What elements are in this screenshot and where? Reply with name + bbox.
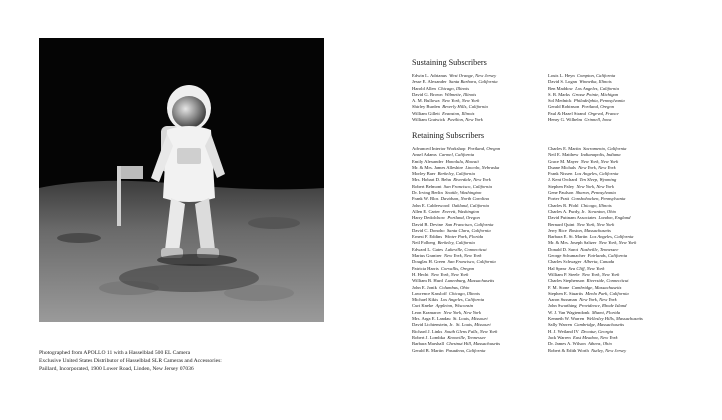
subscriber-name: David C. Donoho	[412, 227, 445, 233]
photo-caption	[39, 349, 339, 373]
subscriber-location: Cambridge, Massachusetts	[571, 284, 622, 290]
subscriber-name: Charles Stephenson	[548, 278, 585, 284]
subscriber-location: Los Angeles, California	[574, 171, 619, 177]
subscriber-location: Santa Barbara, California	[448, 79, 498, 85]
subscriber-name: Grace M. Mayer	[548, 158, 579, 164]
subscriber-location: New York, New York	[441, 98, 480, 104]
subscriber-name: Jack Warren	[548, 334, 571, 340]
subscriber-location: Chicago, Illinois	[449, 290, 480, 296]
subscriber-location: Sharon, Pennsylvania	[575, 190, 616, 196]
subscriber-location: New York, New York	[581, 271, 620, 277]
subscriber-location: Boston, Massachusetts	[569, 227, 611, 233]
subscriber-name: Henry G. Wilhelm	[548, 117, 583, 123]
subscriber-location: Fairlands, California	[587, 253, 628, 259]
subscriber-name: David Lichtenstein, Jr.	[412, 322, 454, 328]
subscriber-location: Columbus, Ohio	[439, 284, 470, 290]
subscriber-location: St. Louis, Missouri	[455, 322, 491, 328]
caption-line: Paillard, Incorporated, 1900 Lower Road, Linden, New Jersey 07036	[39, 366, 194, 372]
subscriber-name: Douglas H. Green	[412, 259, 446, 265]
subscriber-name: Sally Warren	[548, 322, 572, 328]
subscriber-name: S. B. Marks	[548, 91, 570, 97]
subscriber-location: New York, New York	[579, 297, 617, 303]
subscriber-location: Corvallis, Oregon	[440, 265, 475, 271]
subscriber-location: Los Angeles, California	[575, 85, 619, 91]
subscriber-name: Robert & Edith Worth	[548, 347, 589, 353]
subscriber-location: Berkeley, California	[437, 240, 475, 246]
subscriber-location: Wellesley Hills, Massachusetts	[586, 316, 643, 322]
astronaut-photograph	[39, 38, 324, 322]
subscriber-name: Charles Schwager	[548, 259, 582, 265]
subscriber-location: San Francisco, California	[447, 259, 496, 265]
subscriber-name: John E. Calderwood	[412, 202, 450, 208]
subscriber-name: Jesse E. Alexander	[412, 79, 447, 85]
subscriber-name: Charles R. Pfohl	[548, 202, 579, 208]
subscriber-location: Grinnell, Iowa	[584, 117, 612, 123]
subscriber-location: Portland, Oregon	[581, 104, 615, 110]
subscriber-name: David G. Brown	[412, 91, 443, 97]
subscriber-name: Charles E. Martin	[548, 146, 581, 151]
subscriber-location: Compton, California	[576, 73, 616, 78]
subscriber-name: David Puttnam Associates	[548, 215, 597, 221]
subscriber-location: Riverdale, New York	[453, 177, 491, 183]
subscriber-name: Barbara E. St. Martin	[548, 234, 588, 240]
caption-line: Photographed from APOLLO 11 with a Hasselblad 500 EL Camera	[39, 350, 191, 356]
subscriber-location: Menlo Park, California	[585, 290, 629, 296]
subscriber-location: Philadelphia, Pennsylvania	[573, 98, 625, 104]
subscriber-location: New York, New York	[444, 253, 482, 259]
subscriber-location: Chicago, Illinois	[580, 202, 612, 208]
subscriber-location: Everett, Washington	[442, 208, 480, 214]
subscriber-name: Neil Folberg	[412, 240, 436, 246]
subscriber-name: Sol Mednick	[548, 98, 572, 104]
subscriber-name: Mrs. Arga E. Landau	[412, 316, 451, 322]
subscriber-location: Alberta, Canada	[583, 259, 615, 265]
subscriber-name: Mr. & Mrs. James Alleshire	[412, 164, 464, 170]
subscriber-name: Bernard Quint	[548, 221, 575, 227]
subscriber-name: Mr. & Mrs. Joseph Saltzer	[548, 240, 597, 246]
subscriber-location: Grosse Pointe, Michigan	[572, 91, 619, 97]
subscriber-name: William B. Hurd	[412, 278, 443, 284]
subscriber-location: Appleton, Wisconsin	[435, 303, 474, 309]
subscriber-location: San Francisco, California	[445, 221, 494, 227]
subscriber-location: San Francisco, California	[443, 183, 492, 189]
subscriber-location: New York, New York	[576, 221, 615, 227]
subscriber-location: Los Angeles, California	[440, 297, 485, 303]
subscriber-location: Beverly Hills, California	[442, 104, 488, 110]
subscriber-name: Louis L. Heyn	[548, 73, 575, 78]
subscriber-name: Edwin L. Adrianus	[412, 73, 447, 78]
caption-line: Exclusive United States Distributor of Hasselblad SLR Cameras and Accessories:	[39, 358, 222, 364]
subscriber-location: Ten Sleep, Wyoming	[579, 177, 617, 183]
subscriber-location: Providence, Rhode Island	[579, 303, 627, 309]
subscriber-location: Wilmette, Illinois	[444, 91, 477, 97]
subscriber-location: Conshohocken, Pennsylvania	[571, 196, 626, 202]
subscriber-location: Lunenburg, Massachusetts	[445, 278, 495, 284]
subscriber-location: New York, New York	[443, 309, 481, 315]
subscriber-location: Carmel, California	[438, 152, 475, 158]
subscriber-location: Pasadena, California	[445, 347, 486, 353]
subscriber-name: David S. Logan	[548, 79, 577, 85]
subscriber-location: Honolulu, Hawaii	[445, 158, 479, 164]
subscriber-location: Santa Clara, California	[446, 227, 491, 233]
subscriber-location: Portland, Oregon	[467, 146, 501, 151]
subscriber-location: Knoxville, Tennessee	[447, 334, 486, 340]
subscriber-location: West Orange, New Jersey	[449, 73, 497, 78]
subscriber-location: Riverside, Connecticut	[586, 278, 629, 284]
subscriber-name: Advanced Interior Workshop	[412, 146, 466, 151]
subscriber-entry	[548, 348, 643, 354]
subscriber-location: Los Angeles, California	[589, 234, 634, 240]
subscriber-name: Gene Paulson	[548, 190, 574, 196]
sustaining-heading: Sustaining Subscribers	[412, 58, 487, 67]
subscriber-location: Miami, Florida	[591, 309, 621, 315]
subscriber-name: Patricia Harris	[412, 265, 439, 271]
subscriber-location: Sacramento, California	[583, 146, 627, 151]
subscriber-location: New York, New York	[580, 158, 619, 164]
subscriber-name: Shirley Burden	[412, 104, 440, 110]
subscriber-name: John Swarthing	[548, 303, 577, 309]
subscriber-name: George Schumacher	[548, 253, 586, 259]
retaining-heading: Retaining Subscribers	[412, 131, 485, 140]
subscriber-name: William Gratwick	[412, 117, 446, 123]
subscriber-location: London, England	[598, 215, 631, 221]
retaining-left-column	[412, 146, 500, 354]
subscriber-location: Chicago, Illinois	[438, 85, 470, 91]
subscriber-location: Orgeval, France	[588, 110, 619, 116]
subscriber-name: Edward L. Gates	[412, 246, 443, 252]
subscriber-name: Charles A. Purdy, Jr.	[548, 208, 586, 214]
subscriber-name: Kenneth W. Warren	[548, 316, 585, 322]
subscriber-location: Seattle, Washington	[445, 190, 482, 196]
subscriber-name: Porter Pratt	[548, 196, 570, 202]
subscriber-name: Harry Dedolchow	[412, 215, 446, 221]
subscriber-name: Dr. Irving Berlin	[412, 190, 443, 196]
subscriber-name: Donald D. Sarot	[548, 246, 578, 252]
subscriber-name: F. M. Stone	[548, 284, 570, 290]
subscriber-location: New York, New York	[576, 183, 614, 189]
subscriber-name: Leon Kramarov	[412, 309, 442, 315]
subscriber-location: Evanston, Illinois	[442, 110, 475, 116]
subscriber-entry	[412, 348, 500, 354]
subscriber-location: Scranton, Ohio	[588, 208, 617, 214]
subscriber-name: Ernest F. Eddins	[412, 234, 443, 240]
subscriber-location: Winter Park, Florida	[444, 234, 484, 240]
sustaining-right-column	[548, 73, 625, 123]
subscriber-name: Neil E. Matthew	[548, 152, 579, 158]
subscriber-name: Mrs. Hobart D. Behn	[412, 177, 451, 183]
subscriber-name: Jerry Rice	[548, 227, 567, 233]
subscriber-entry	[548, 117, 625, 123]
subscriber-location: New York, New York	[598, 240, 637, 246]
subscriber-location: New York, New York	[578, 164, 616, 170]
subscriber-location: Nashville, Tennessee	[580, 246, 619, 252]
subscriber-name: Dr. James A. Wilson	[548, 341, 586, 347]
subscriber-location: East Meadow, New York	[572, 334, 618, 340]
subscriber-location: South Glens Falls, New York	[444, 328, 498, 334]
subscriber-name: Curt Kneke	[412, 303, 434, 309]
subscriber-name: H. J. Weiland IV	[548, 328, 579, 334]
subscriber-name: William Gillett	[412, 110, 440, 116]
subscriber-location: Athens, Ohio	[587, 341, 612, 347]
subscriber-name: Stephen Paley	[548, 183, 575, 189]
subscriber-name: J. Kent Orchard	[548, 177, 578, 183]
subscriber-name: Harold Allen	[412, 85, 436, 91]
subscriber-name: Duane Michals	[548, 164, 576, 170]
subscriber-name: Barbara Marshall	[412, 341, 445, 347]
subscriber-name: Allen E. Carter	[412, 208, 440, 214]
subscriber-location: Chestnut Hill, Massachusetts	[446, 341, 501, 347]
subscriber-name: Ben Maddow	[548, 85, 573, 91]
sustaining-left-column	[412, 73, 498, 123]
subscriber-name: David B. Devine	[412, 221, 444, 227]
subscriber-name: Hal Spear	[548, 265, 567, 271]
subscriber-name: Ansel Adams	[412, 152, 437, 158]
retaining-right-column	[548, 146, 643, 354]
subscriber-name: W. J. Van Wagtendonk	[548, 309, 590, 315]
subscriber-name: Gerald B. Martin	[412, 347, 444, 353]
subscriber-name: Lawrence Kassloff	[412, 290, 447, 296]
subscriber-name: Stephen E. Stuartis	[548, 290, 584, 296]
subscriber-location: Winnetka, Illinois	[579, 79, 612, 85]
subscriber-location: Oakland, California	[451, 202, 489, 208]
subscriber-location: Lincoln, Nebraska	[465, 164, 500, 170]
subscriber-name: Richard J. Links	[412, 328, 443, 334]
subscriber-name: William P. Steele	[548, 271, 580, 277]
subscriber-name: Marius Granirer	[412, 253, 442, 259]
subscriber-location: Nutley, New Jersey	[591, 347, 627, 353]
subscriber-location: Indianapolis, Indiana	[580, 152, 621, 158]
subscriber-name: H. Hecht	[412, 271, 429, 277]
subscriber-name: Emily Alexander	[412, 158, 444, 164]
subscriber-name: Paul & Hazel Strand	[548, 110, 586, 116]
subscriber-location: St. Louis, Missouri	[452, 316, 488, 322]
subscriber-location: Portland, Oregon	[447, 215, 480, 221]
subscriber-name: Frank W. Blos	[412, 196, 439, 202]
subscriber-entry	[412, 117, 498, 123]
subscriber-location: Davidson, North Carolina	[440, 196, 489, 202]
subscriber-name: A. M. Bullowa	[412, 98, 440, 104]
subscriber-name: John E. Jonik	[412, 284, 437, 290]
subscriber-location: Decatur, Georgia	[581, 328, 614, 334]
subscriber-location: Pavilion, New York	[447, 117, 483, 123]
subscriber-location: Lakeville, Connecticut	[445, 246, 487, 252]
subscriber-name: Robert J. Lombka	[412, 334, 446, 340]
subscriber-name: Frank Nissen	[548, 171, 573, 177]
subscriber-name: Robert Belmont	[412, 183, 442, 189]
subscriber-name: Gerald Robinson	[548, 104, 580, 110]
subscriber-location: Berkeley, California	[437, 171, 475, 177]
subscriber-name: Michael Kikis	[412, 297, 439, 303]
subscriber-name: Aaron Sussman	[548, 297, 577, 303]
subscriber-name: Morley Baer	[412, 171, 436, 177]
subscriber-location: Cambridge, Massachusetts	[574, 322, 624, 328]
subscriber-location: Sea Cliff, New York	[568, 265, 605, 271]
subscriber-location: New York, New York	[430, 271, 469, 277]
